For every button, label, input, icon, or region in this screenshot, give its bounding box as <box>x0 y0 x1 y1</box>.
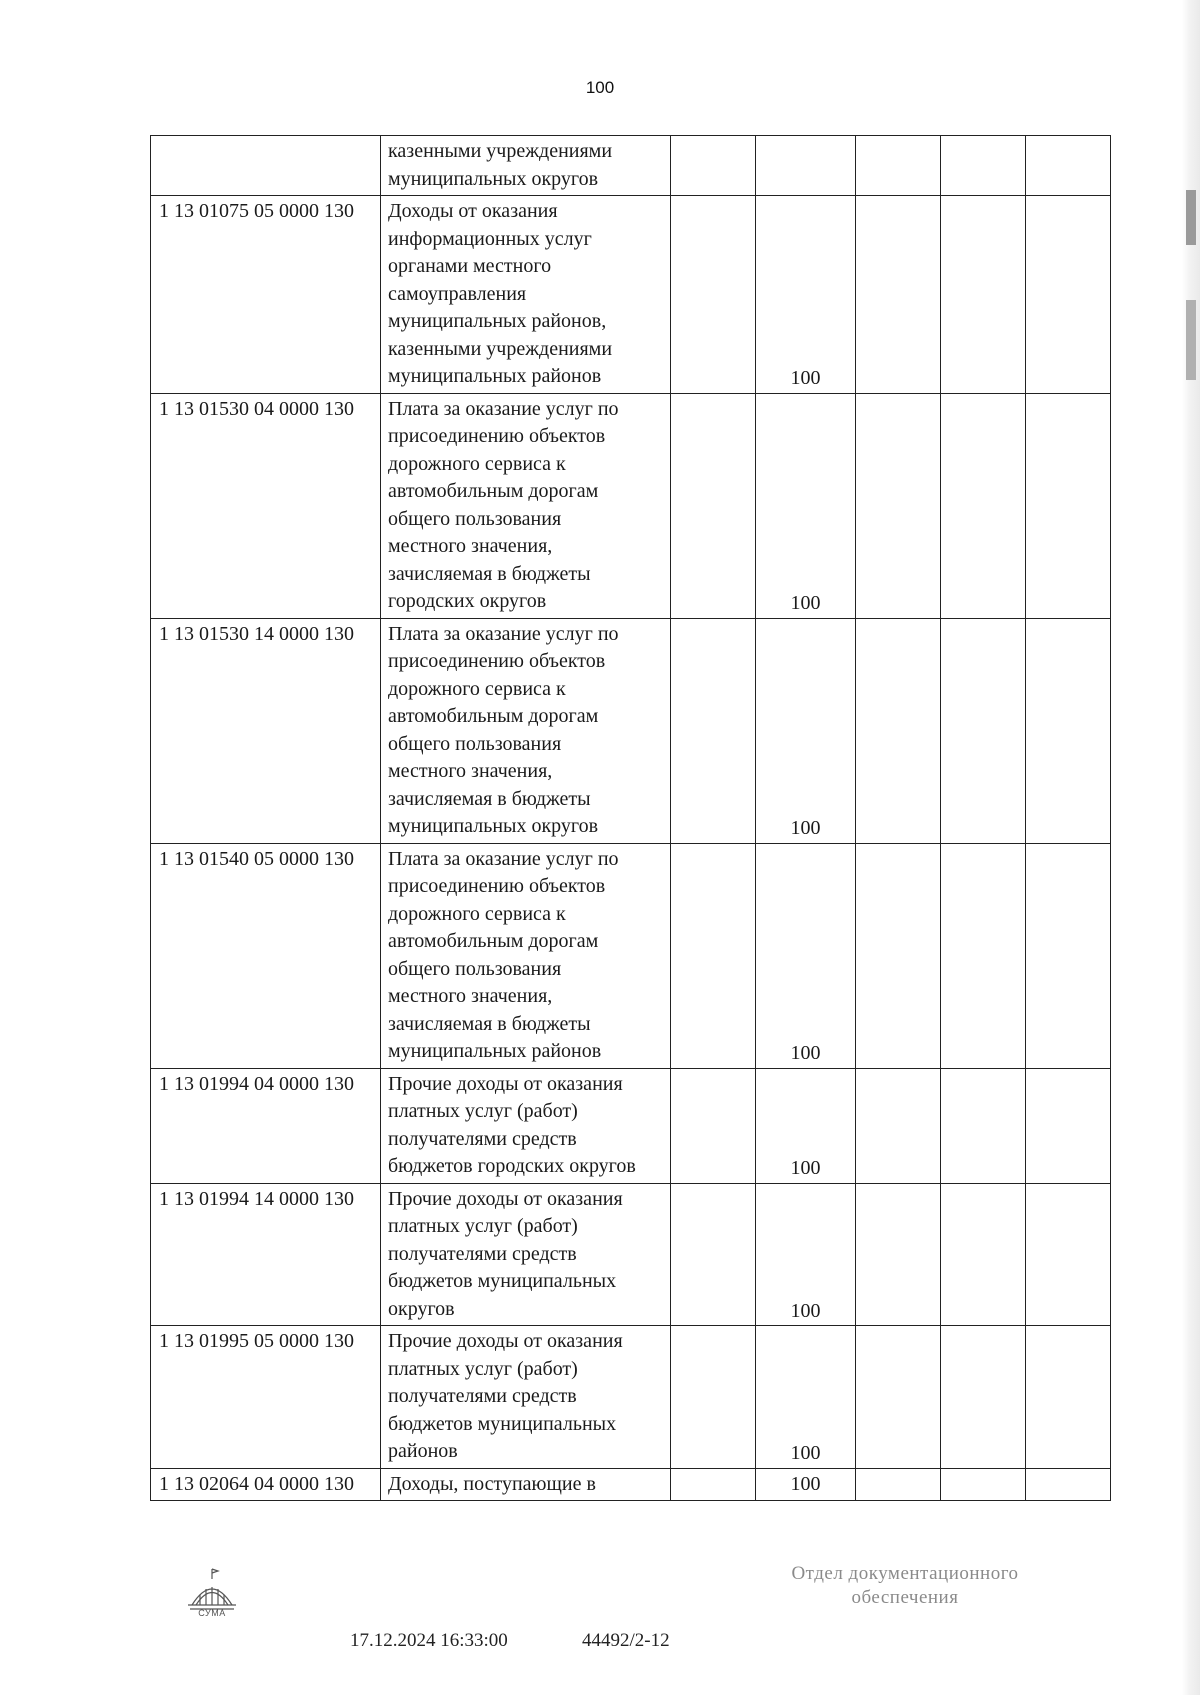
percent-value-cell: 100 <box>756 1326 856 1469</box>
description-line: округов <box>388 1297 455 1320</box>
description-line: самоуправления <box>388 282 527 305</box>
empty-cell <box>941 196 1026 394</box>
scan-mark <box>1186 300 1196 380</box>
description-line: получателями средств <box>388 1127 577 1150</box>
revenue-description-cell <box>381 393 671 618</box>
empty-cell <box>941 1068 1026 1183</box>
revenue-description-cell <box>381 1068 671 1183</box>
page-number: 100 <box>585 78 615 97</box>
percent-value-cell: 100 <box>756 618 856 843</box>
revenue-code-cell: 1 13 01075 05 0000 130 <box>151 196 381 394</box>
description-line: дорожного сервиса к <box>388 677 566 700</box>
empty-cell <box>856 1068 941 1183</box>
department-stamp: Отдел документационного обеспечения <box>791 1563 1019 1608</box>
revenue-description-cell <box>381 1183 671 1326</box>
empty-cell <box>941 1183 1026 1326</box>
empty-cell <box>856 1468 941 1501</box>
percent-value-cell: 100 <box>756 1468 856 1501</box>
empty-cell <box>1026 1468 1111 1501</box>
empty-cell <box>671 393 756 618</box>
registration-date: 17.12.2024 16:33:00 <box>350 1630 508 1651</box>
description-line: местного значения, <box>388 535 553 557</box>
description-line: Плата за оказание услуг по <box>388 622 619 645</box>
revenue-description-cell <box>381 136 671 196</box>
description-line: общего пользования <box>388 732 562 755</box>
empty-cell <box>1026 1183 1111 1326</box>
revenue-code-cell: 1 13 01994 04 0000 130 <box>151 1068 381 1183</box>
revenue-code-cell: 1 13 02064 04 0000 130 <box>151 1468 381 1501</box>
scan-edge <box>1182 0 1200 1695</box>
revenue-code-cell: 1 13 01530 14 0000 130 <box>151 618 381 843</box>
description-line: бюджетов муниципальных <box>388 1270 617 1292</box>
table-row <box>151 136 1111 196</box>
description-line: зачисляемая в бюджеты <box>388 1012 591 1035</box>
empty-cell <box>1026 136 1111 196</box>
table-row <box>151 843 1111 1068</box>
empty-cell <box>1026 393 1111 618</box>
empty-cell <box>941 136 1026 196</box>
empty-cell <box>1026 1068 1111 1183</box>
empty-cell <box>941 843 1026 1068</box>
table-row <box>151 196 1111 394</box>
description-line: присоединению объектов <box>388 650 606 672</box>
scan-mark <box>1186 190 1196 245</box>
empty-cell <box>1026 196 1111 394</box>
description-line: дорожного сервиса к <box>388 902 566 925</box>
description-line: Плата за оказание услуг по <box>388 397 619 420</box>
description-line: муниципальных округов <box>388 815 599 837</box>
description-line: бюджетов муниципальных <box>388 1412 617 1435</box>
description-line: Доходы от оказания <box>388 200 558 222</box>
percent-value-cell: 100 <box>756 196 856 394</box>
description-line: казенными учреждениями <box>388 140 613 162</box>
description-line: органами местного <box>388 255 552 277</box>
empty-cell <box>856 1326 941 1469</box>
description-line: зачисляемая в бюджеты <box>388 787 591 810</box>
revenue-codes-table <box>150 135 1111 1501</box>
description-line: платных услуг (работ) <box>388 1100 578 1122</box>
description-line: платных услуг (работ) <box>388 1215 578 1237</box>
empty-cell <box>941 1468 1026 1501</box>
empty-cell <box>941 393 1026 618</box>
description-line: Прочие доходы от оказания <box>388 1187 623 1210</box>
percent-value-cell <box>756 136 856 196</box>
empty-cell <box>671 843 756 1068</box>
revenue-code-cell: 1 13 01540 05 0000 130 <box>151 843 381 1068</box>
revenue-description-cell <box>381 1468 671 1501</box>
description-line: зачисляемая в бюджеты <box>388 562 591 585</box>
percent-value-cell: 100 <box>756 1068 856 1183</box>
empty-cell <box>1026 1326 1111 1469</box>
empty-cell <box>1026 843 1111 1068</box>
table-row <box>151 1326 1111 1469</box>
empty-cell <box>941 618 1026 843</box>
description-line: местного значения, <box>388 760 553 782</box>
percent-value-cell: 100 <box>756 1183 856 1326</box>
description-line: присоединению объектов <box>388 875 606 897</box>
registration-number: 44492/2-12 <box>582 1630 670 1651</box>
empty-cell <box>941 1326 1026 1469</box>
description-line: автомобильным дорогам <box>388 705 599 727</box>
description-line: муниципальных районов <box>388 1040 602 1062</box>
table-row <box>151 1068 1111 1183</box>
revenue-description-cell <box>381 196 671 394</box>
empty-cell <box>856 843 941 1068</box>
description-line: получателями средств <box>388 1385 577 1407</box>
logo-text: СУМА <box>198 1608 226 1618</box>
description-line: Плата за оказание услуг по <box>388 847 619 870</box>
description-line: районов <box>388 1440 458 1462</box>
revenue-description-cell <box>381 618 671 843</box>
empty-cell <box>671 1068 756 1183</box>
empty-cell <box>671 196 756 394</box>
description-line: местного значения, <box>388 985 553 1007</box>
description-line: бюджетов городских округов <box>388 1155 636 1177</box>
empty-cell <box>671 1468 756 1501</box>
description-line: муниципальных районов, <box>388 310 607 332</box>
description-line: присоединению объектов <box>388 425 606 447</box>
description-line: информационных услуг <box>388 227 592 250</box>
description-line: городских округов <box>388 590 547 612</box>
description-line: Прочие доходы от оказания <box>388 1072 623 1095</box>
description-line: муниципальных округов <box>388 167 599 190</box>
empty-cell <box>856 393 941 618</box>
empty-cell <box>671 1183 756 1326</box>
table-row <box>151 618 1111 843</box>
empty-cell <box>671 1326 756 1469</box>
description-line: получателями средств <box>388 1242 577 1265</box>
description-line: общего пользования <box>388 957 562 980</box>
table-row <box>151 1183 1111 1326</box>
description-line: муниципальных районов <box>388 365 602 387</box>
revenue-code-cell: 1 13 01530 04 0000 130 <box>151 393 381 618</box>
empty-cell <box>856 1183 941 1326</box>
description-line: дорожного сервиса к <box>388 452 566 475</box>
table-row <box>151 393 1111 618</box>
revenue-description-cell <box>381 1326 671 1469</box>
description-line: автомобильным дорогам <box>388 930 599 952</box>
empty-cell <box>856 618 941 843</box>
description-line: Прочие доходы от оказания <box>388 1330 623 1352</box>
description-line: общего пользования <box>388 507 562 530</box>
description-line: Доходы, поступающие в <box>388 1472 596 1495</box>
empty-cell <box>856 136 941 196</box>
revenue-code-cell: 1 13 01994 14 0000 130 <box>151 1183 381 1326</box>
percent-value-cell: 100 <box>756 843 856 1068</box>
description-line: платных услуг (работ) <box>388 1357 578 1380</box>
description-line: автомобильным дорогам <box>388 480 599 502</box>
empty-cell <box>671 136 756 196</box>
table-row <box>151 1468 1111 1501</box>
revenue-code-cell: 1 13 01995 05 0000 130 <box>151 1326 381 1469</box>
revenue-description-cell <box>381 843 671 1068</box>
revenue-code-cell <box>151 136 381 196</box>
percent-value-cell: 100 <box>756 393 856 618</box>
empty-cell <box>856 196 941 394</box>
description-line: казенными учреждениями <box>388 337 613 360</box>
empty-cell <box>1026 618 1111 843</box>
empty-cell <box>671 618 756 843</box>
